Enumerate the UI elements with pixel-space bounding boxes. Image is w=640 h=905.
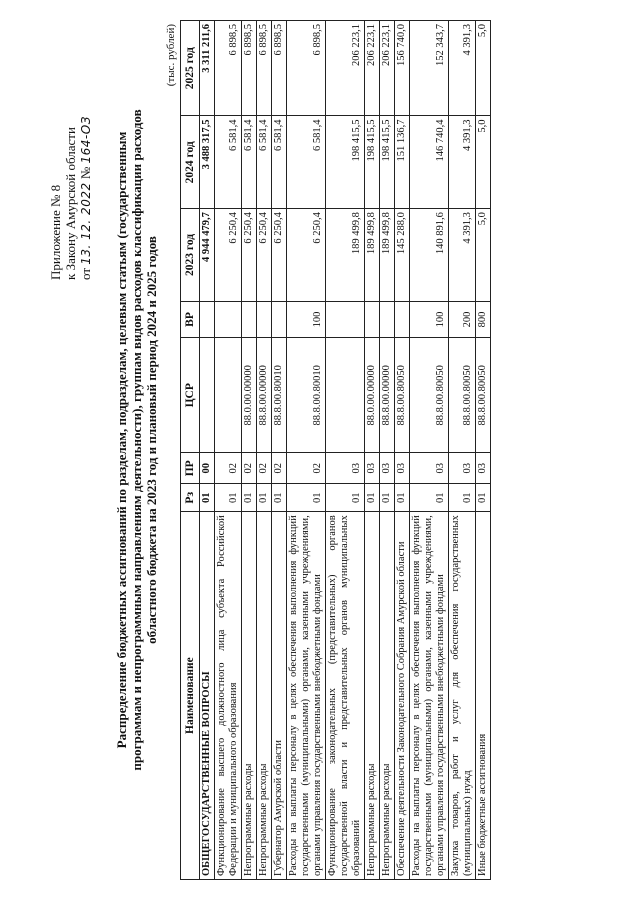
cell-name: Обеспечение деятельности Законодательного Собрания Амурской области — [395, 512, 410, 880]
cell-2023: 4 944 479,7 — [200, 209, 215, 302]
table-row — [449, 21, 476, 880]
header-2024: 2024 год — [181, 116, 200, 209]
cell-csr — [215, 338, 242, 453]
cell-vr — [242, 301, 257, 337]
cell-vr: 200 — [449, 301, 476, 337]
cell-csr: 88.8.00.80050 — [449, 338, 476, 453]
cell-2023: 6 250,4 — [242, 209, 257, 302]
header-2023: 2023 год — [181, 209, 200, 302]
cell-2023: 189 499,8 — [326, 209, 365, 302]
cell-2023: 6 250,4 — [257, 209, 272, 302]
cell-2024: 6 581,4 — [287, 116, 326, 209]
cell-2025: 6 898,5 — [242, 21, 257, 117]
cell-rz: 01 — [365, 484, 380, 512]
cell-pr: 03 — [449, 453, 476, 484]
appendix-number: Приложение № 8 — [48, 184, 63, 280]
cell-rz: 01 — [200, 484, 215, 512]
cell-rz: 01 — [287, 484, 326, 512]
table-row — [380, 21, 395, 880]
cell-name: Функционирование законодательных (представительных) органов государственной власти и представительных органов муниципальных образований — [326, 512, 365, 880]
cell-2025: 6 898,5 — [257, 21, 272, 117]
cell-rz: 01 — [272, 484, 287, 512]
table-row — [410, 21, 449, 880]
cell-name: Губернатор Амурской области — [272, 512, 287, 880]
cell-2024: 6 581,4 — [257, 116, 272, 209]
cell-2025: 6 898,5 — [272, 21, 287, 117]
cell-rz: 01 — [215, 484, 242, 512]
cell-name: Непрограммные расходы — [380, 512, 395, 880]
cell-2024: 198 415,5 — [326, 116, 365, 209]
cell-vr: 800 — [476, 301, 491, 337]
cell-rz: 01 — [476, 484, 491, 512]
cell-2023: 5,0 — [476, 209, 491, 302]
cell-2024: 5,0 — [476, 116, 491, 209]
cell-2025: 206 223,1 — [326, 21, 365, 117]
cell-name: Непрограммные расходы — [365, 512, 380, 880]
number-prefix: № — [78, 166, 93, 180]
cell-2023: 189 499,8 — [365, 209, 380, 302]
cell-csr: 88.8.00.00000 — [257, 338, 272, 453]
cell-pr: 02 — [287, 453, 326, 484]
cell-pr: 03 — [326, 453, 365, 484]
cell-vr — [380, 301, 395, 337]
cell-2025: 152 343,7 — [410, 21, 449, 117]
table-row — [287, 21, 326, 880]
cell-csr: 88.8.00.80050 — [395, 338, 410, 453]
cell-rz: 01 — [395, 484, 410, 512]
cell-2024: 151 136,7 — [395, 116, 410, 209]
cell-rz: 01 — [242, 484, 257, 512]
cell-csr: 88.8.00.80050 — [410, 338, 449, 453]
cell-rz: 01 — [257, 484, 272, 512]
cell-name: Непрограммные расходы — [257, 512, 272, 880]
cell-2025: 206 223,1 — [365, 21, 380, 117]
header-2025: 2025 год — [181, 21, 200, 117]
cell-name: Расходы на выплаты персоналу в целях обеспечения выполнения функций государственными (муниципальными) органами, казенными учреждениями, органами управления государственными внебюджетными фондами — [287, 512, 326, 880]
cell-2024: 146 740,4 — [410, 116, 449, 209]
cell-2023: 189 499,8 — [380, 209, 395, 302]
cell-2023: 6 250,4 — [287, 209, 326, 302]
cell-name: Иные бюджетные ассигнования — [476, 512, 491, 880]
cell-rz: 01 — [410, 484, 449, 512]
cell-name: Закупка товаров, работ и услуг для обеспечения государственных (муниципальных) нужд — [449, 512, 476, 880]
table-row — [326, 21, 365, 880]
budget-table — [180, 20, 491, 880]
cell-vr — [215, 301, 242, 337]
cell-pr: 02 — [257, 453, 272, 484]
title-line-1: Распределение бюджетных ассигнований по разделам, подразделам, целевым статьям (государственным — [114, 131, 129, 749]
document-title — [114, 40, 159, 840]
cell-2024: 3 488 317,5 — [200, 116, 215, 209]
cell-csr: 88.8.00.80050 — [476, 338, 491, 453]
title-line-2: программам и непрограммным направлениям деятельности), группам видов расходов классификации расходов — [129, 109, 144, 771]
cell-2024: 198 415,5 — [380, 116, 395, 209]
table-row — [365, 21, 380, 880]
appendix-date-line — [78, 20, 94, 280]
table-header-row — [181, 21, 200, 880]
cell-csr — [326, 338, 365, 453]
cell-2025: 6 898,5 — [215, 21, 242, 117]
table-row — [257, 21, 272, 880]
cell-csr: 88.8.00.80010 — [272, 338, 287, 453]
header-csr: ЦСР — [181, 338, 200, 453]
cell-vr — [257, 301, 272, 337]
handwritten-number: 164-ОЗ — [79, 116, 93, 164]
appendix-law-reference: к Закону Амурской области — [63, 127, 78, 280]
cell-2024: 198 415,5 — [365, 116, 380, 209]
cell-2023: 6 250,4 — [215, 209, 242, 302]
table-row — [215, 21, 242, 880]
appendix-header — [48, 20, 94, 280]
cell-pr: 03 — [365, 453, 380, 484]
cell-vr — [272, 301, 287, 337]
cell-rz: 01 — [449, 484, 476, 512]
table-row — [476, 21, 491, 880]
cell-name: Непрограммные расходы — [242, 512, 257, 880]
cell-vr — [200, 301, 215, 337]
cell-2023: 4 391,3 — [449, 209, 476, 302]
cell-name: Функционирование высшего должностного лица субъекта Российской Федерации и муниципального образования — [215, 512, 242, 880]
table-row — [200, 21, 215, 880]
cell-2024: 6 581,4 — [242, 116, 257, 209]
cell-2025: 6 898,5 — [287, 21, 326, 117]
cell-rz: 01 — [380, 484, 395, 512]
cell-pr: 00 — [200, 453, 215, 484]
cell-2025: 4 391,3 — [449, 21, 476, 117]
cell-csr: 88.0.00.00000 — [365, 338, 380, 453]
cell-2024: 6 581,4 — [215, 116, 242, 209]
header-rz: Рз — [181, 484, 200, 512]
cell-csr: 88.8.00.00000 — [380, 338, 395, 453]
cell-pr: 02 — [272, 453, 287, 484]
cell-2025: 3 311 211,6 — [200, 21, 215, 117]
header-pr: ПР — [181, 453, 200, 484]
cell-pr: 03 — [380, 453, 395, 484]
cell-2023: 145 288,0 — [395, 209, 410, 302]
header-name: Наименование — [181, 512, 200, 880]
rotated-landscape-content — [40, 20, 615, 880]
cell-rz: 01 — [326, 484, 365, 512]
handwritten-date: 13. 12. 2022 — [79, 182, 93, 265]
cell-2025: 206 223,1 — [380, 21, 395, 117]
header-vr: ВР — [181, 301, 200, 337]
cell-name: ОБЩЕГОСУДАРСТВЕННЫЕ ВОПРОСЫ — [200, 512, 215, 880]
cell-2023: 6 250,4 — [272, 209, 287, 302]
cell-vr: 100 — [287, 301, 326, 337]
cell-2024: 4 391,3 — [449, 116, 476, 209]
cell-pr: 02 — [215, 453, 242, 484]
table-row — [395, 21, 410, 880]
cell-2025: 156 740,0 — [395, 21, 410, 117]
cell-vr — [326, 301, 365, 337]
cell-csr: 88.8.00.80010 — [287, 338, 326, 453]
cell-vr: 100 — [410, 301, 449, 337]
units-label: (тыс. рублей) — [165, 24, 177, 87]
cell-pr: 02 — [242, 453, 257, 484]
cell-pr: 03 — [395, 453, 410, 484]
cell-2023: 140 891,6 — [410, 209, 449, 302]
cell-pr: 03 — [476, 453, 491, 484]
table-row — [272, 21, 287, 880]
cell-csr — [200, 338, 215, 453]
cell-vr — [365, 301, 380, 337]
cell-2024: 6 581,4 — [272, 116, 287, 209]
cell-2025: 5,0 — [476, 21, 491, 117]
cell-name: Расходы на выплаты персоналу в целях обеспечения выполнения функций государственными (муниципальными) органами, казенными учреждениями, органами управления государственными внебюджетными фондами — [410, 512, 449, 880]
title-line-3: областного бюджета на 2023 год и плановый период 2024 и 2025 годов — [144, 236, 159, 644]
cell-vr — [395, 301, 410, 337]
cell-csr: 88.0.00.00000 — [242, 338, 257, 453]
cell-pr: 03 — [410, 453, 449, 484]
date-prefix: от — [78, 267, 93, 280]
table-row — [242, 21, 257, 880]
